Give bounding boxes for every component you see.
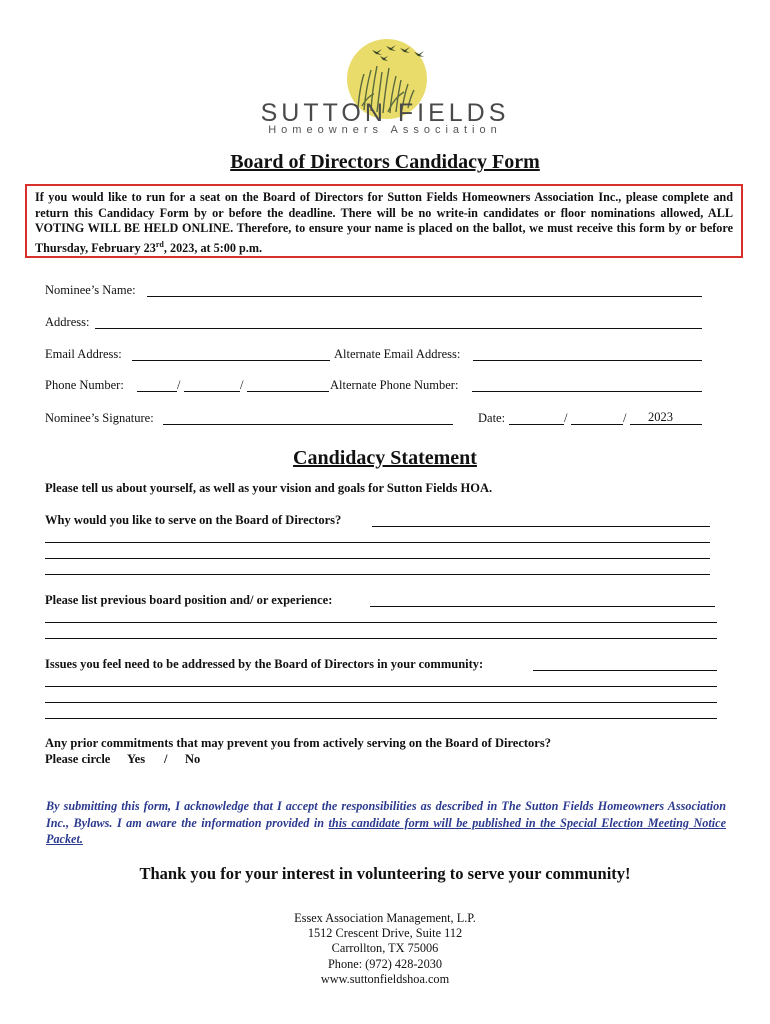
footer-phone: Phone: (972) 428-2030 bbox=[327, 956, 443, 971]
question-issues: Issues you feel need to be addressed by the Board of Directors in your community: bbox=[45, 657, 484, 671]
answer-line[interactable] bbox=[45, 548, 710, 559]
email-label: Email Address: bbox=[45, 347, 122, 361]
answer-line[interactable] bbox=[45, 628, 717, 639]
alt-email-field[interactable] bbox=[473, 348, 702, 361]
alt-email-label: Alternate Email Address: bbox=[334, 347, 461, 361]
answer-line[interactable] bbox=[45, 532, 710, 543]
answer-line[interactable] bbox=[533, 658, 717, 671]
acknowledgement-underlined: this candidate form will be published in the Special Election Meeting Notice Packet. bbox=[46, 815, 726, 846]
signature-field[interactable] bbox=[163, 412, 453, 425]
answer-line[interactable] bbox=[45, 708, 717, 719]
address-label: Address: bbox=[45, 315, 90, 329]
brand-subtitle: Homeowners Association bbox=[268, 124, 502, 136]
date-sep-2: / bbox=[623, 411, 627, 425]
intro-end: , 2023, at 5:00 p.m. bbox=[163, 240, 263, 255]
answer-line[interactable] bbox=[45, 692, 717, 703]
thank-you-message: Thank you for your interest in volunteering to serve your community! bbox=[139, 864, 631, 883]
question-experience: Please list previous board position and/ or experience: bbox=[45, 593, 333, 607]
phone-sep-2: / bbox=[240, 378, 244, 392]
phone-label: Phone Number: bbox=[45, 378, 124, 392]
date-label: Date: bbox=[478, 411, 506, 425]
answer-line[interactable] bbox=[45, 564, 710, 575]
brand-name: SUTTON FIELDS bbox=[260, 99, 510, 127]
yes-option[interactable]: Yes bbox=[127, 752, 146, 766]
footer-address bbox=[0, 911, 770, 987]
intro-text: If you would like to run for a seat on the Board of Directors for Sutton Fields Homeowners Association Inc., please complete and return this Candidacy Form by or before the deadline. There will be no write-in candidates or floor nominations allowed, ALL VOTING WILL BE HELD ONLINE. Therefore, to ensure your name is placed on the ballot, we must receive this form by or before Thursday, February 23 bbox=[35, 190, 733, 255]
phone-area-field[interactable] bbox=[137, 379, 177, 392]
intro-notice bbox=[25, 184, 743, 258]
footer-street: 1512 Crescent Drive, Suite 112 bbox=[307, 926, 463, 941]
phone-prefix-field[interactable] bbox=[184, 379, 240, 392]
option-separator: / bbox=[164, 752, 168, 766]
signature-label: Nominee’s Signature: bbox=[45, 411, 154, 425]
date-day-field[interactable] bbox=[571, 412, 623, 425]
intro-sup: rd bbox=[155, 239, 164, 249]
footer-company: Essex Association Management, L.P. bbox=[294, 911, 476, 925]
footer-website[interactable]: www.suttonfieldshoa.com bbox=[320, 971, 450, 986]
footer-city: Carrollton, TX 75006 bbox=[331, 941, 439, 956]
date-month-field[interactable] bbox=[509, 412, 564, 425]
no-option[interactable]: No bbox=[185, 752, 201, 766]
statement-title: Candidacy Statement bbox=[293, 447, 477, 469]
acknowledgement bbox=[46, 798, 726, 848]
address-field[interactable] bbox=[95, 316, 702, 329]
nominee-name-field[interactable] bbox=[147, 284, 702, 297]
date-sep-1: / bbox=[564, 411, 568, 425]
circle-label: Please circle bbox=[45, 752, 111, 766]
acknowledgement-text: By submitting this form, I acknowledge that I accept the responsibilities as described in The Sutton Fields Homeowners Association Inc., Bylaws. I am aware the information provided in bbox=[46, 799, 726, 830]
question-why-serve: Why would you like to serve on the Board of Directors? bbox=[45, 513, 342, 527]
alt-phone-field[interactable] bbox=[472, 379, 702, 392]
form-title: Board of Directors Candidacy Form bbox=[230, 151, 540, 173]
date-year: 2023 bbox=[648, 410, 673, 424]
statement-prompt: Please tell us about yourself, as well as your vision and goals for Sutton Fields HOA. bbox=[45, 481, 493, 495]
phone-sep-1: / bbox=[177, 378, 181, 392]
alt-phone-label: Alternate Phone Number: bbox=[330, 378, 459, 392]
email-field[interactable] bbox=[132, 348, 330, 361]
answer-line[interactable] bbox=[372, 514, 710, 527]
question-commitments: Any prior commitments that may prevent you from actively serving on the Board of Directors? bbox=[45, 736, 551, 750]
answer-line[interactable] bbox=[45, 612, 717, 623]
phone-line-field[interactable] bbox=[247, 379, 329, 392]
answer-line[interactable] bbox=[45, 676, 717, 687]
answer-line[interactable] bbox=[370, 594, 715, 607]
nominee-name-label: Nominee’s Name: bbox=[45, 283, 136, 297]
